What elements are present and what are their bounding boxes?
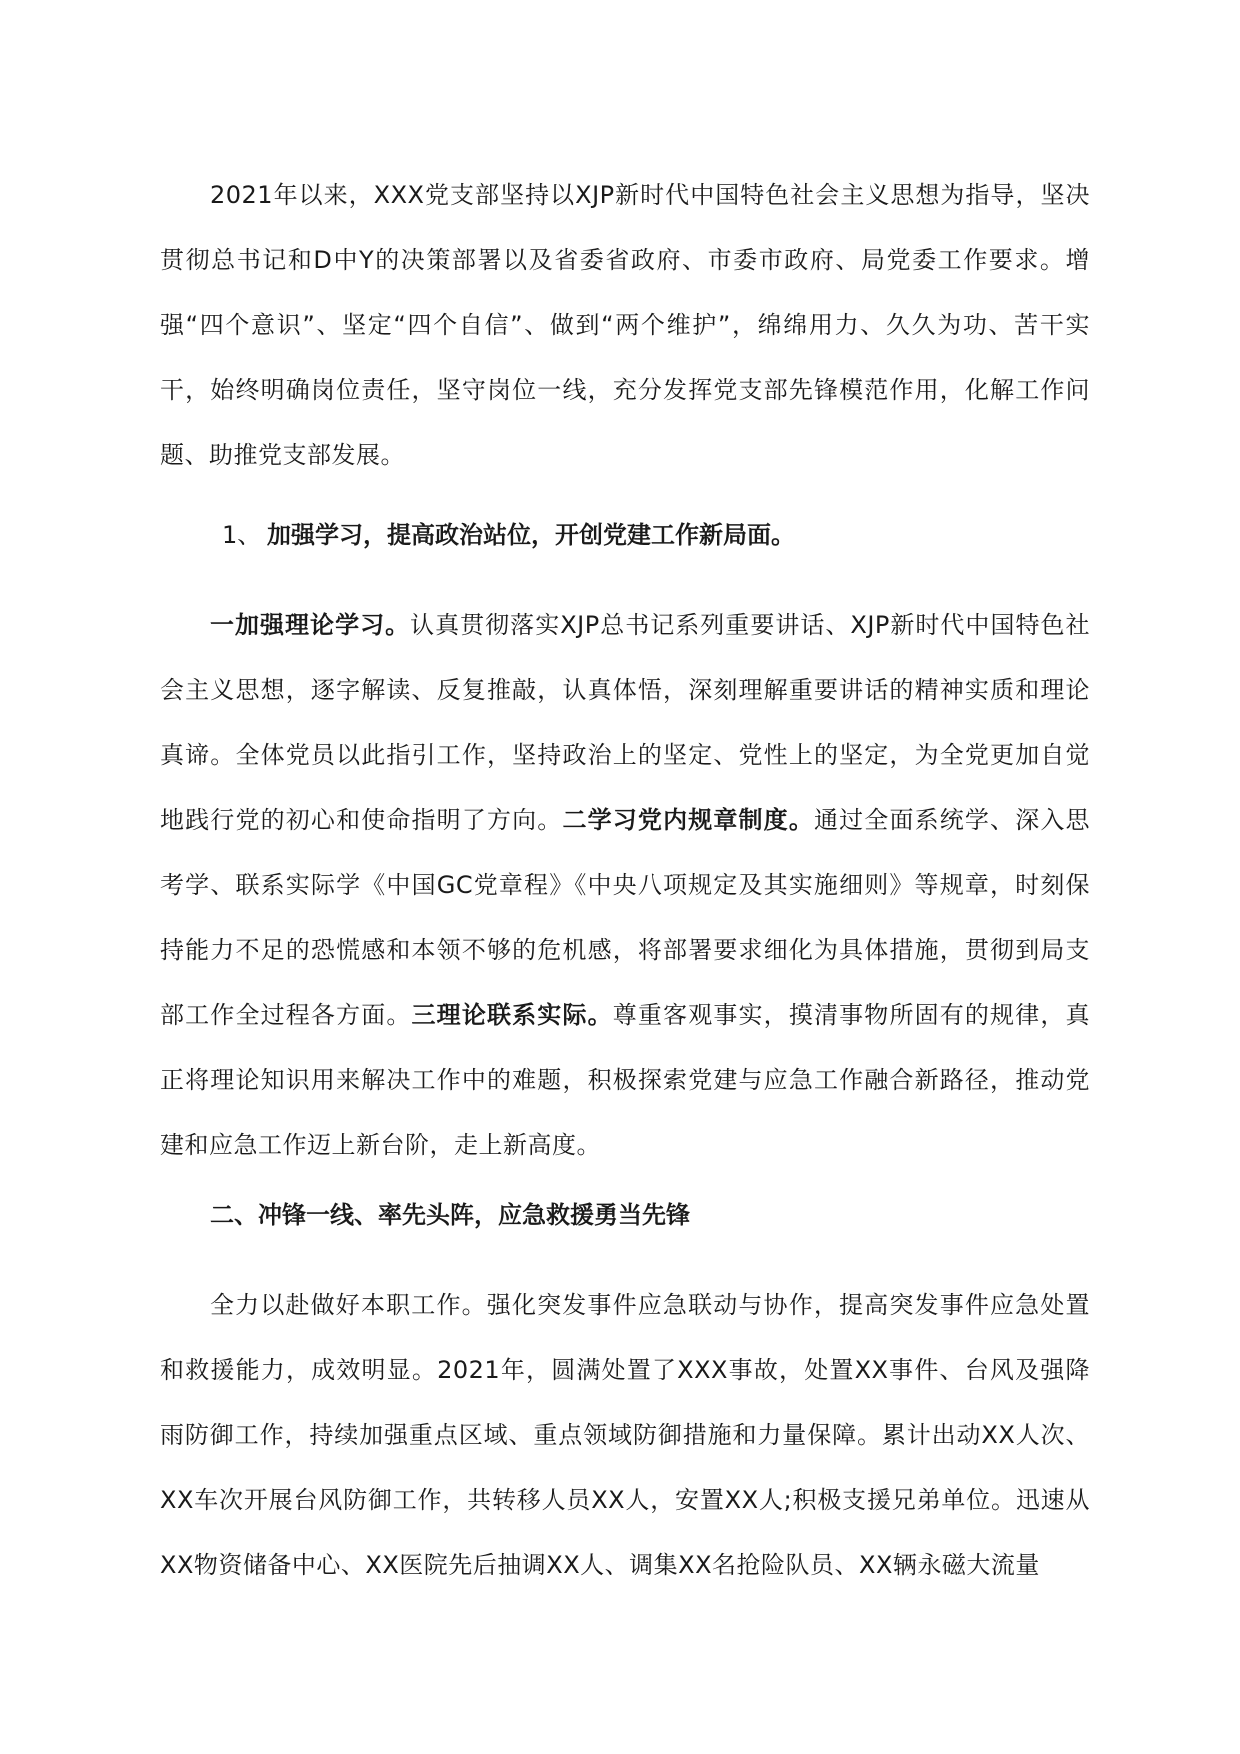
- part1-text: 认真贯彻落实XJP总书记系列重要讲话、XJP新时代中国特色社会主义思想，逐字解读、反复推敲，认真体悟，深刻理解重要讲话的精神实质和理论真谛。全体党员以此指引工作，坚持政治上的坚定、党性上的坚定，为全党更加自觉地践行党的初心和使命指明了方向。: [160, 611, 1090, 834]
- section1-paragraph: [160, 593, 1090, 1178]
- part1-lead: 一加强理论学习。: [210, 611, 411, 639]
- section2-paragraph: 全力以赴做好本职工作。强化突发事件应急联动与协作，提高突发事件应急处置和救援能力，成效明显。2021年，圆满处置了XXX事故，处置XX事件、台风及强降雨防御工作，持续加强重点区域、重点领域防御措施和力量保障。累计出动XX人次、XX车次开展台风防御工作，共转移人员XX人，安置XX人;积极支援兄弟单位。迅速从XX物资储备中心、XX医院先后抽调XX人、调集XX名抢险队员、XX辆永磁大流量: [160, 1291, 1090, 1579]
- section1-number: 1、: [222, 521, 262, 549]
- part2-text: 通过全面系统学、深入思考学、联系实际学《中国GC党章程》《中央八项规定及其实施细则》等规章，时刻保持能力不足的恐慌感和本领不够的危机感，将部署要求细化为具体措施，贯彻到局支部工作全过程各方面。: [160, 806, 1091, 1029]
- section2-heading: 二、冲锋一线、率先头阵，应急救援勇当先锋: [210, 1201, 690, 1229]
- section1-heading: [222, 503, 1082, 568]
- section1-title: 加强学习，提高政治站位，开创党建工作新局面。: [267, 521, 795, 549]
- part2-lead: 二学习党内规章制度。: [562, 806, 814, 834]
- intro-paragraph: 2021年以来，XXX党支部坚持以XJP新时代中国特色社会主义思想为指导，坚决贯彻总书记和D中Y的决策部署以及省委省政府、市委市政府、局党委工作要求。增强“四个意识”、坚定“四个自信”、做到“两个维护”，绵绵用力、久久为功、苦干实干，始终明确岗位责任，坚守岗位一线，充分发挥党支部先锋模范作用，化解工作问题、助推党支部发展。: [160, 181, 1090, 469]
- part3-text: 尊重客观事实，摸清事物所固有的规律，真正将理论知识用来解决工作中的难题，积极探索党建与应急工作融合新路径，推动党建和应急工作迈上新台阶，走上新高度。: [160, 1001, 1091, 1159]
- part3-lead: 三理论联系实际。: [411, 1001, 613, 1029]
